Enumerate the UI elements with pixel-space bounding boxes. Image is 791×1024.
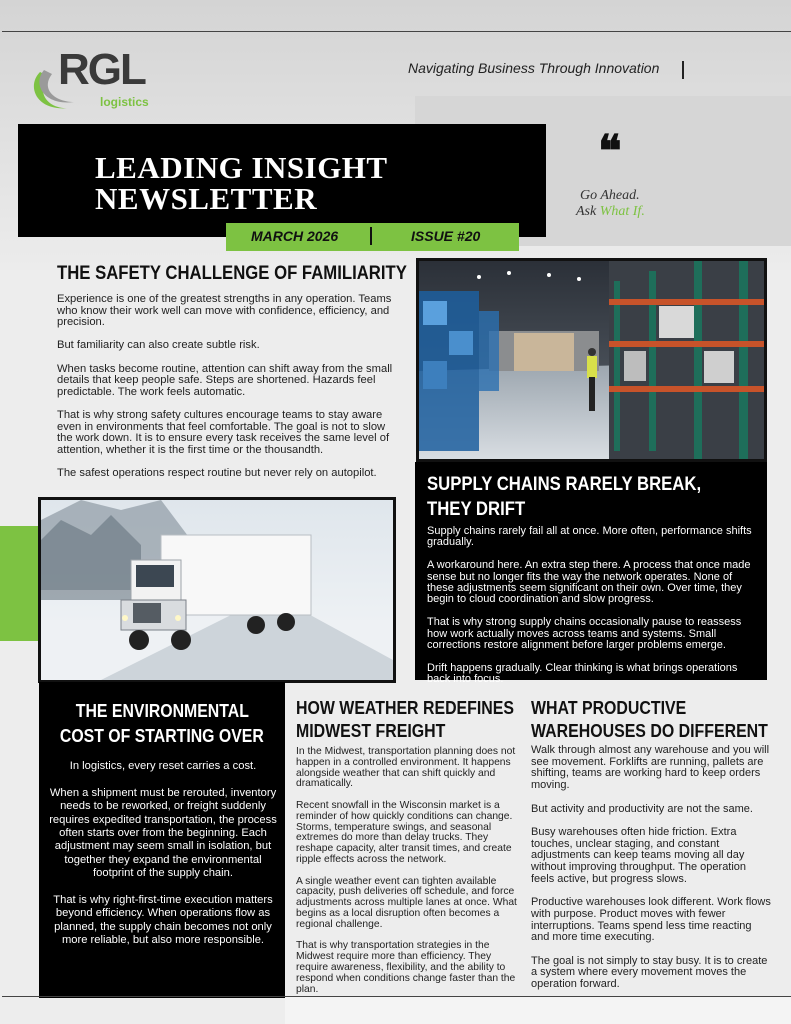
- paragraph: But activity and productivity are not the same.: [531, 802, 753, 815]
- paragraph: Walk through almost any warehouse and you will see movement. Forklifts are running, pallets are shifting, teams are working hard to keep orders moving.: [531, 744, 770, 792]
- paragraph: That is why strong supply chains occasionally pause to reassess how work actually moves across teams and systems. Small corrections restore alignment before larger problems emerge.: [427, 616, 742, 652]
- tagline-divider: [682, 61, 684, 79]
- quote-accent: What If.: [599, 204, 645, 219]
- title-line-2: NEWSLETTER: [95, 181, 318, 216]
- footer-strip: [285, 997, 791, 1024]
- issue-date: MARCH 2026: [251, 228, 339, 244]
- paragraph: That is why strong safety cultures encourage teams to stay aware even in environments that feel comfortable. The goal is not to slow the work down. It is to ensure every task receives the same level of attention, whether it is the first time or the thousandth.: [57, 408, 390, 456]
- paragraph: But familiarity can also create subtle risk.: [57, 339, 260, 352]
- paragraph: When tasks become routine, attention can shift away from the small details that keep people safe. Steps are shortened. Hazards feel predictable. The work feels automatic.: [57, 362, 393, 398]
- heading-line-2: MIDWEST FREIGHT: [296, 720, 446, 741]
- tagline: Navigating Business Through Innovation: [408, 60, 660, 76]
- paragraph: That is why transportation strategies in the Midwest require more than efficiency. They require awareness, flexibility, and the ability to respond when conditions change faster than the plan.: [296, 940, 516, 995]
- paragraph: In logistics, every reset carries a cost.: [69, 760, 257, 772]
- green-accent-strip: [0, 526, 38, 641]
- productive-body: [531, 745, 771, 1002]
- supply-chain-heading: [427, 472, 701, 522]
- paragraph: The goal is not simply to stay busy. It is to create a system where every movement moves the operation forward.: [531, 954, 768, 990]
- issue-separator: [370, 227, 372, 245]
- familiarity-body: [57, 294, 402, 491]
- supply-chain-body: [427, 526, 759, 697]
- paragraph: Productive warehouses look different. Work flows with purpose. Product moves with fewer interruptions. Teams spend less time reacting and more time executing.: [531, 896, 771, 944]
- heading-line-1: SUPPLY CHAINS RARELY BREAK,: [427, 474, 702, 495]
- weather-body: [296, 747, 520, 1006]
- quote-icon: ❝: [598, 126, 622, 177]
- paragraph: Busy warehouses often hide friction. Extra touches, unclear staging, and constant adjustments can keep teams moving all day without improving throughput. The operation feels active, but progress slows.: [531, 825, 747, 885]
- heading-line-1: WHAT PRODUCTIVE: [531, 697, 687, 718]
- logo-wordmark: RGL: [58, 45, 145, 94]
- familiarity-heading: THE SAFETY CHALLENGE OF FAMILIARITY: [57, 263, 407, 284]
- paragraph: A workaround here. An extra step there. A process that once made sense but no longer fits the way the network operates. None of these adjustments seem significant on their own. Over time, they begin to cloud coordination and slow progress.: [427, 559, 751, 606]
- newsletter-title: [95, 152, 388, 214]
- warehouse-photo: [419, 261, 764, 459]
- paragraph: Experience is one of the greatest strengths in any operation. Teams who know their work well can move with confidence, efficiency, and precision.: [57, 293, 392, 329]
- environment-body: [48, 760, 278, 961]
- truck-photo: [41, 500, 393, 680]
- heading-line-2: THEY DRIFT: [427, 499, 526, 520]
- heading-line-2: WAREHOUSES DO DIFFERENT: [531, 720, 768, 741]
- environment-heading: [39, 699, 285, 749]
- heading-line-1: HOW WEATHER REDEFINES: [296, 697, 515, 718]
- quote-prefix: Ask: [576, 204, 600, 219]
- paragraph: Drift happens gradually. Clear thinking is what brings operations back into focus.: [427, 661, 738, 686]
- title-line-1: LEADING INSIGHT: [95, 150, 388, 185]
- heading-line-1: THE ENVIRONMENTAL: [75, 701, 249, 721]
- logo-subtitle: logistics: [100, 95, 149, 109]
- weather-heading: [296, 696, 514, 742]
- paragraph: Recent snowfall in the Wisconsin market is a reminder of how quickly conditions can change. Storms, temperature swings, and seasonal extremes do more than delay trucks. They reshape capacity, alter transit times, and create ripple effects across the network.: [296, 799, 513, 865]
- issue-number: ISSUE #20: [411, 228, 481, 244]
- paragraph: Supply chains rarely fail all at once. More often, performance shifts gradually.: [427, 525, 752, 549]
- paragraph: That is why right-first-time execution matters beyond efficiency. When operations flow as planned, the supply chain becomes not only more reliable, but also more responsible.: [53, 894, 273, 947]
- paragraph: The safest operations respect routine but never rely on autopilot.: [57, 466, 377, 479]
- paragraph: In the Midwest, transportation planning does not happen in a controlled environment. It happens alongside weather that can shift quickly and dramatically.: [296, 746, 516, 790]
- heading-line-2: COST OF STARTING OVER: [60, 726, 264, 746]
- paragraph: A single weather event can tighten available capacity, push deliveries off schedule, and force adjustments across multiple lanes at once. What begins as a local disruption often becomes a regional challenge.: [296, 875, 517, 930]
- paragraph: When a shipment must be rerouted, inventory needs to be reworked, or freight suddenly requires expedited transportation, the process often starts over from the beginning. Each adjustment may seem small in isolation, but together they expand the environmental footprint of the supply chain.: [49, 786, 277, 880]
- quote-line-1: Go Ahead.: [580, 188, 640, 203]
- productive-heading: [531, 696, 768, 742]
- top-divider: [2, 31, 791, 32]
- quote-line-2: [576, 204, 645, 220]
